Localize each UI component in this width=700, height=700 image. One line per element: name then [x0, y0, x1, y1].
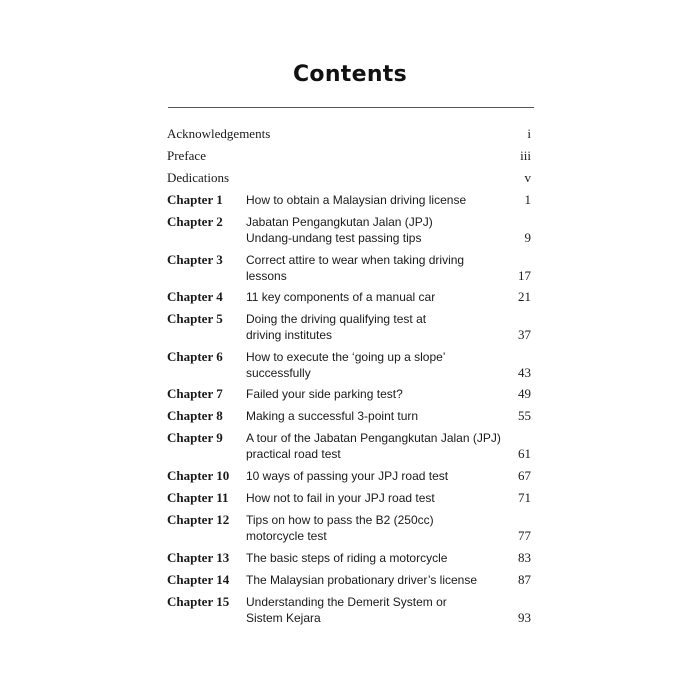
chapter-label: Chapter 10: [167, 468, 230, 483]
page-number: 61: [518, 446, 531, 461]
page-number: 1: [524, 192, 531, 207]
chapter-title: [246, 192, 506, 208]
chapter-label: Chapter 12: [167, 512, 230, 527]
chapter-title-line: Undang-undang test passing tips: [246, 231, 422, 245]
chapter-title: [246, 349, 506, 381]
chapter-label: Chapter 14: [167, 572, 230, 587]
page-number: 9: [524, 230, 531, 245]
page-number: i: [527, 126, 531, 141]
chapter-title-line: Sistem Kejara: [246, 611, 321, 625]
chapter-title-line: practical road test: [246, 447, 341, 461]
page-number: 21: [518, 289, 531, 304]
chapter-title-line: The Malaysian probationary driver’s license: [246, 573, 477, 587]
page-number: 17: [518, 268, 531, 283]
chapter-title-line: Jabatan Pengangkutan Jalan (JPJ): [246, 215, 433, 229]
chapter-label: Chapter 1: [167, 192, 223, 207]
chapter-title-line: 10 ways of passing your JPJ road test: [246, 469, 449, 483]
entry-title: Acknowledgements: [167, 126, 271, 141]
chapter-title: [246, 572, 506, 588]
chapter-title: [246, 550, 506, 566]
chapter-label: Chapter 4: [167, 289, 223, 304]
chapter-title-line: lessons: [246, 269, 287, 283]
chapter-label: Chapter 8: [167, 408, 223, 423]
chapter-title-line: motorcycle test: [246, 529, 327, 543]
chapter-title: [246, 214, 506, 246]
chapter-title: [246, 468, 506, 484]
page-number: iii: [520, 148, 531, 163]
chapter-title: [246, 594, 506, 626]
chapter-title-line: Making a successful 3-point turn: [246, 409, 419, 423]
chapter-title-line: How to obtain a Malaysian driving license: [246, 193, 467, 207]
entry-title: Preface: [167, 148, 206, 163]
chapter-title: [246, 512, 506, 544]
page-number: 55: [518, 408, 531, 423]
page-number: 87: [518, 572, 531, 587]
chapter-title: [246, 386, 506, 402]
chapter-title-line: Tips on how to pass the B2 (250cc): [246, 513, 434, 527]
page-title: Contents: [292, 62, 408, 87]
page-number: 77: [518, 528, 531, 543]
chapter-label: Chapter 11: [167, 490, 229, 505]
chapter-label: Chapter 13: [167, 550, 230, 565]
chapter-label: Chapter 5: [167, 311, 223, 326]
page-number: 83: [518, 550, 531, 565]
chapter-title-line: The basic steps of riding a motorcycle: [246, 551, 448, 565]
chapter-title: [246, 252, 506, 284]
page-number: 37: [518, 327, 531, 342]
entry-title: Dedications: [167, 170, 230, 185]
chapter-title: [246, 311, 506, 343]
chapter-label: Chapter 2: [167, 214, 223, 229]
chapter-title: [246, 490, 506, 506]
chapter-title-line: Failed your side parking test?: [246, 387, 403, 401]
chapter-label: Chapter 9: [167, 430, 223, 445]
chapter-title-line: Correct attire to wear when taking driving: [246, 253, 465, 267]
page-number: 71: [518, 490, 531, 505]
chapter-title: [246, 408, 506, 424]
page-number: 67: [518, 468, 531, 483]
chapter-title-line: How to execute the ‘going up a slope’: [246, 350, 446, 364]
chapter-title-line: Understanding the Demerit System or: [246, 595, 447, 609]
chapter-label: Chapter 15: [167, 594, 230, 609]
page-number: 43: [518, 365, 531, 380]
chapter-title-line: A tour of the Jabatan Pengangkutan Jalan (JPJ): [246, 431, 501, 445]
chapter-title: [246, 289, 506, 305]
chapter-title-line: driving institutes: [246, 328, 333, 342]
chapter-label: Chapter 7: [167, 386, 223, 401]
chapter-title: [246, 430, 506, 462]
chapter-label: Chapter 3: [167, 252, 223, 267]
page-number: v: [524, 170, 531, 185]
chapter-title-line: Doing the driving qualifying test at: [246, 312, 427, 326]
chapter-label: Chapter 6: [167, 349, 223, 364]
page-number: 49: [518, 386, 531, 401]
page-number: 93: [518, 610, 531, 625]
chapter-title-line: successfully: [246, 366, 311, 380]
chapter-title-line: How not to fail in your JPJ road test: [246, 491, 435, 505]
chapter-title-line: 11 key components of a manual car: [246, 290, 436, 304]
